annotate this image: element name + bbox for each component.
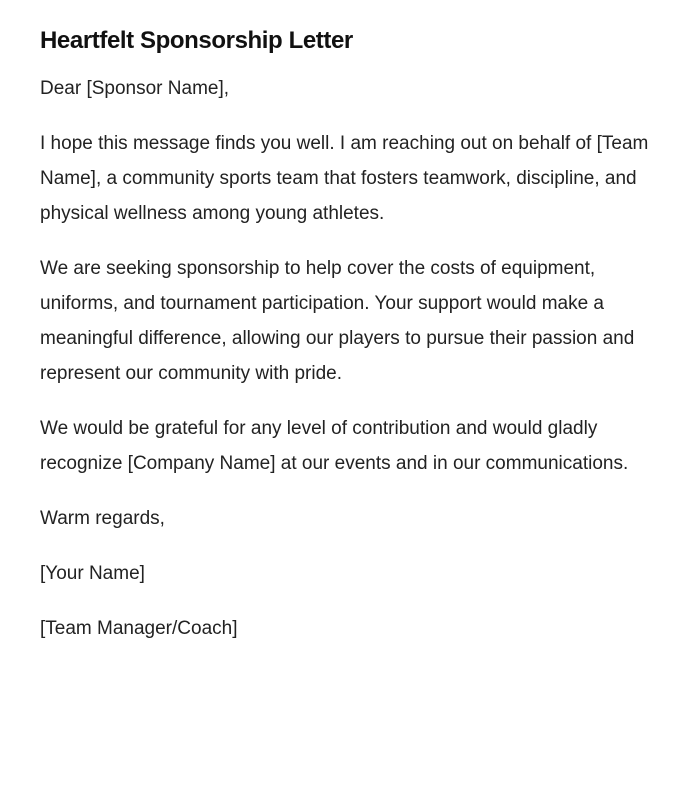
closing: Warm regards, <box>40 508 165 529</box>
paragraph-gratitude: We would be grateful for any level of contribution and would gladly recognize [Company Name] at our events and in our communications. <box>40 418 629 474</box>
paragraph-intro: I hope this message finds you well. I am reaching out on behalf of [Team Name], a community sports team that fosters teamwork, discipline, and physical wellness among young athletes. <box>40 133 649 224</box>
signature-name: [Your Name] <box>40 563 145 584</box>
signature-title: [Team Manager/Coach] <box>40 618 238 639</box>
page-title: Heartfelt Sponsorship Letter <box>40 27 353 54</box>
paragraph-request: We are seeking sponsorship to help cover the costs of equipment, uniforms, and tournament participation. Your support would make a meaningful difference, allowing our players to pursue their passion and represent our community with pride. <box>40 258 635 384</box>
salutation: Dear [Sponsor Name], <box>40 78 230 99</box>
